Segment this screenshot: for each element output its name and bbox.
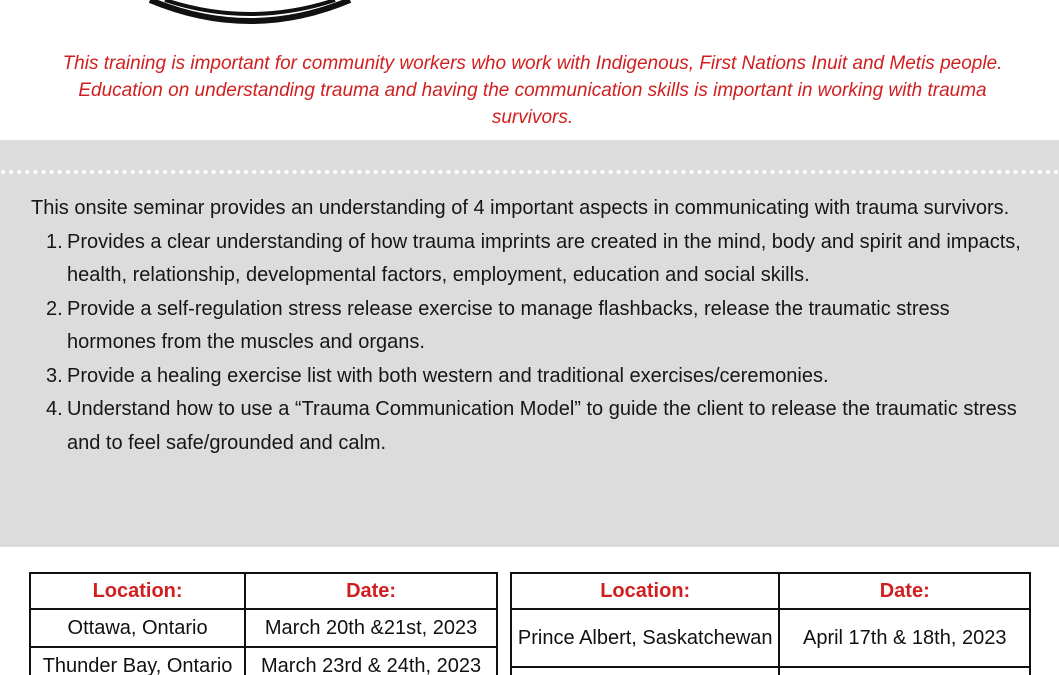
empty-cell — [779, 667, 1030, 675]
aspects-list — [31, 226, 1041, 461]
table-row — [511, 667, 1030, 675]
table-row — [30, 609, 497, 647]
list-item: 3. Provide a healing exercise list with both western and traditional exercises/ceremonies. — [46, 364, 829, 387]
list-item: 2. Provide a self-regulation stress release exercise to manage flashbacks, release the traumatic stress hormones from the muscles and organs. — [46, 297, 950, 353]
list-item: 1. Provides a clear understanding of how trauma imprints are created in the mind, body and spirit and impacts, health, relationship, developmental factors, employment, education and social skills. — [46, 230, 1021, 286]
logo-ring-graphic — [0, 0, 1059, 30]
seminar-description — [31, 192, 1041, 460]
date-header: Date: — [779, 573, 1030, 609]
seminar-lead: This onsite seminar provides an understanding of 4 important aspects in communicating with trauma survivors. — [31, 197, 1010, 219]
location-cell: Prince Albert, Saskatchewan — [511, 609, 779, 667]
location-cell: Ottawa, Ontario — [30, 609, 245, 647]
schedule-table-right — [510, 572, 1031, 675]
table-row — [30, 647, 497, 675]
empty-cell — [511, 667, 779, 675]
location-header: Location: — [30, 573, 245, 609]
list-item: 4. Understand how to use a “Trauma Communication Model” to guide the client to release the traumatic stress and to feel safe/grounded and calm. — [46, 398, 1017, 454]
intro-statement: This training is important for community workers who work with Indigenous, First Nations Inuit and Metis people. Education on understanding trauma and having the communication skills is important in working with trauma survivors. — [62, 53, 1003, 128]
date-header: Date: — [245, 573, 497, 609]
location-header: Location: — [511, 573, 779, 609]
date-cell: April 17th & 18th, 2023 — [779, 609, 1030, 667]
schedule-table-left — [29, 572, 498, 675]
location-cell: Thunder Bay, Ontario — [30, 647, 245, 675]
date-cell: March 23rd & 24th, 2023 — [245, 647, 497, 675]
table-header-row — [30, 573, 497, 609]
table-row — [511, 609, 1030, 667]
dotted-divider — [0, 169, 1059, 175]
table-header-row — [511, 573, 1030, 609]
date-cell: March 20th &21st, 2023 — [245, 609, 497, 647]
